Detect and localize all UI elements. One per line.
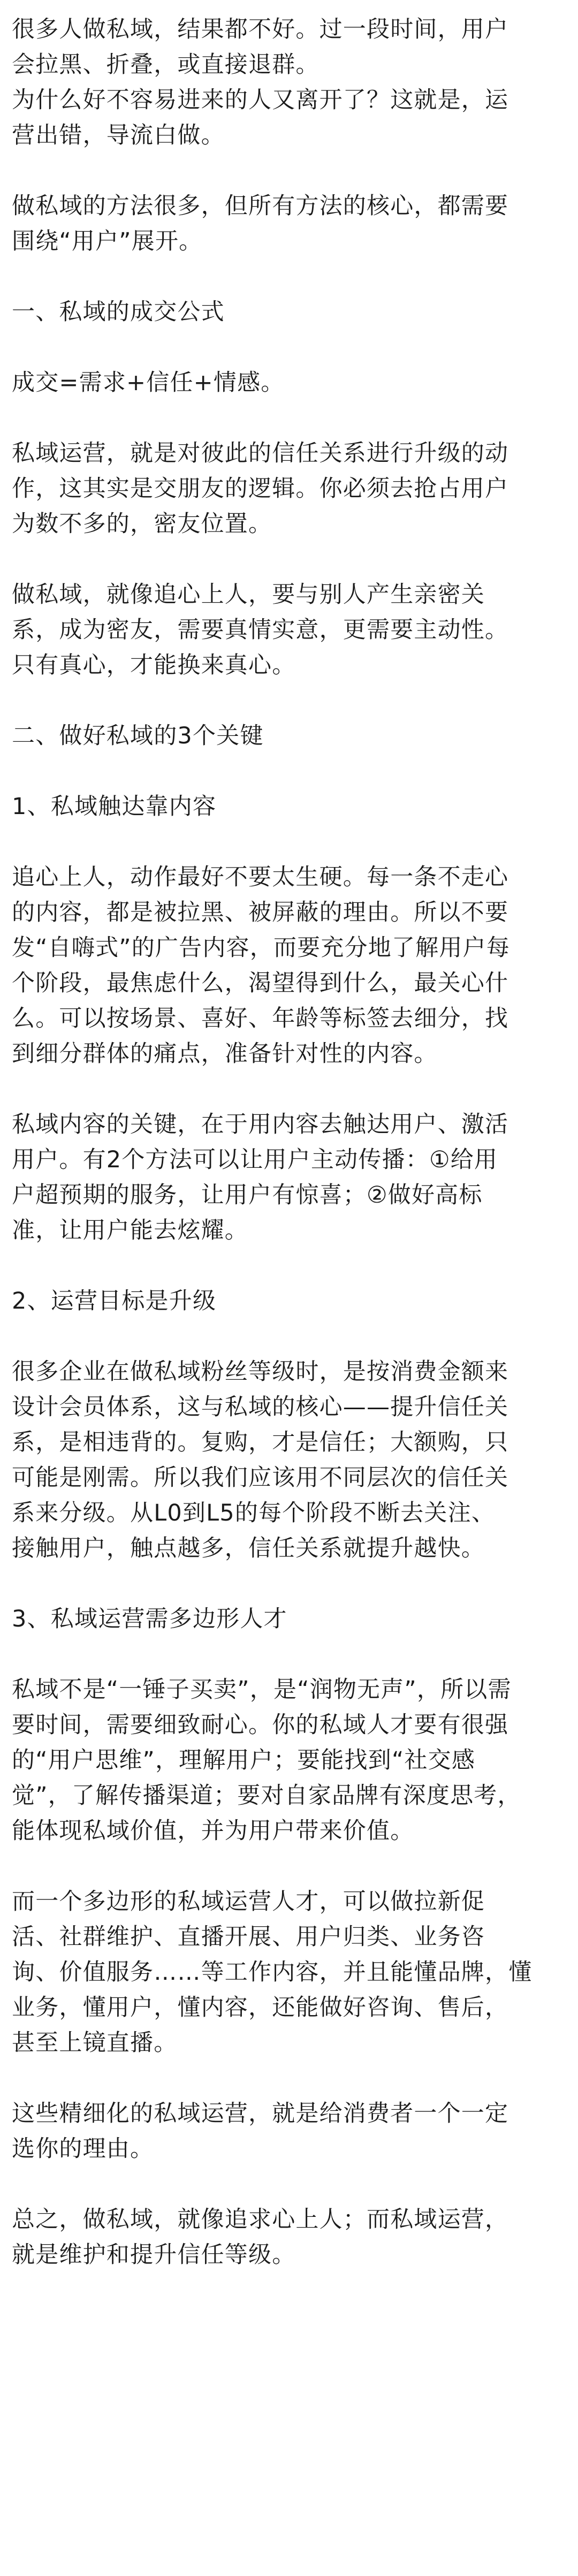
paragraph-gap — [12, 824, 562, 860]
paragraph-gap — [12, 683, 562, 718]
paragraph-intro: 很多人做私域，结果都不好。过一段时间，用户 会拉黑、折叠，或直接退群。 为什么好不容易进来的人又离开了？这就是，运 营出错，导流白做。 — [12, 16, 509, 149]
paragraph-membership: 很多企业在做私域粉丝等级时，是按消费金额来 设计会员体系，这与私域的核心——提升信任关 系，是相违背的。复购，才是信任；大额购，只 可能是刚需。所以我们应该用不同层次的信任关 系来分级。从L0到L5的每个阶段不断去关注、 接触用户，触点越多，信任关系就提升越快。 — [12, 1358, 509, 1562]
paragraph-gap — [12, 542, 562, 577]
paragraph-gap — [12, 1319, 562, 1354]
paragraph-gap — [12, 1849, 562, 1884]
section-heading-1: 一、私域的成交公式 — [12, 299, 225, 325]
paragraph-gap — [12, 754, 562, 789]
paragraph-gap — [12, 153, 562, 188]
paragraph-gap — [12, 1248, 562, 1283]
paragraph-sincerity: 做私域，就像追心上人，要与别人产生亲密关 系，成为密友，需要真情实意，更需要主动性。 只有真心，才能换来真心。 — [12, 581, 509, 679]
paragraph-gap — [12, 330, 562, 365]
subheading-talent: 3、私域运营需多边形人才 — [12, 1606, 287, 1632]
paragraph-talent-skills: 而一个多边形的私域运营人才，可以做拉新促 活、社群维护、直播开展、用户归类、业务咨 询、价值服务……等工作内容，并且能懂品牌，懂 业务，懂用户，懂内容，还能做好咨询、售后， 甚至上镜直播。 — [12, 1888, 533, 2056]
paragraph-gap — [12, 1566, 562, 1601]
paragraph-talent-mindset: 私域不是“一锤子买卖”，是“润物无声”，所以需 要时间，需要细致耐心。你的私域人才要有很强 的“用户思维”，理解用户；要能找到“社交感 觉”，了解传播渠道；要对自家品牌有深度思考， 能体现私域价值，并为用户带来价值。 — [12, 1676, 521, 1844]
paragraph-content-key: 私域内容的关键，在于用内容去触达用户、激活 用户。有2个方法可以让用户主动传播：①给用 户超预期的服务，让用户有惊喜；②做好高标 准，让用户能去炫耀。 — [12, 1111, 509, 1244]
paragraph-gap — [12, 1072, 562, 1107]
paragraph-conclusion: 总之，做私域，就像追求心上人；而私域运营， 就是维护和提升信任等级。 — [12, 2206, 509, 2268]
paragraph-content-strategy: 追心上人，动作最好不要太生硬。每一条不走心 的内容，都是被拉黑、被屏蔽的理由。所以不要 发“自嗨式”的广告内容，而要充分地了解用户每 个阶段，最焦虑什么，渴望得到什么，最关心什 么。可以按场景、喜好、年龄等标签去细分，找 到细分群体的痛点，准备针对性的内容。 — [12, 864, 510, 1067]
paragraph-gap — [12, 400, 562, 436]
section-heading-2: 二、做好私域的3个关键 — [12, 723, 264, 749]
subheading-content: 1、私域触达靠内容 — [12, 793, 217, 820]
paragraph-gap — [12, 1637, 562, 1672]
paragraph-core-idea: 做私域的方法很多，但所有方法的核心，都需要 围绕“用户”展开。 — [12, 193, 509, 255]
paragraph-gap — [12, 2061, 562, 2096]
formula-line: 成交=需求+信任+情感。 — [12, 369, 285, 396]
paragraph-gap — [12, 2167, 562, 2202]
paragraph-refined-ops: 这些精细化的私域运营，就是给消费者一个一定 选你的理由。 — [12, 2100, 509, 2162]
paragraph-trust-upgrade: 私域运营，就是对彼此的信任关系进行升级的动 作，这其实是交朋友的逻辑。你必须去抢占用户 为数不多的，密友位置。 — [12, 440, 509, 537]
paragraph-gap — [12, 259, 562, 294]
subheading-upgrade: 2、运营目标是升级 — [12, 1288, 217, 1314]
